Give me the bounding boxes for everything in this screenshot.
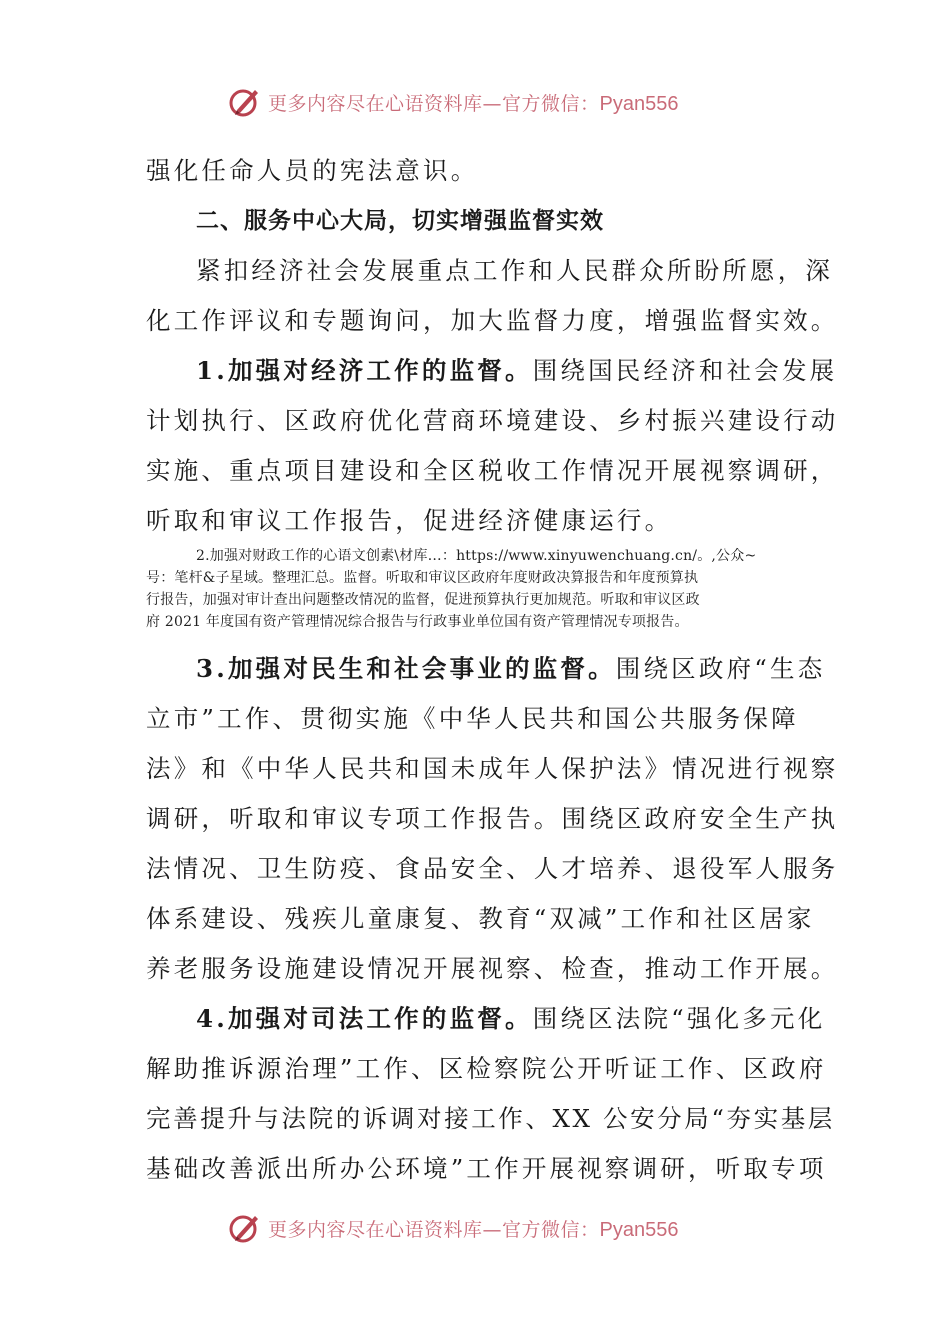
text-line: 调研，听取和审议专项工作报告。围绕区政府安全生产执	[146, 804, 839, 833]
item-4-line: 4.加强对司法工作的监督。围绕区法院“强化多元化	[196, 1004, 826, 1033]
text-line: 听取和审议工作报告，促进经济健康运行。	[146, 506, 673, 535]
text-line: 化工作评议和专题询问，加大监督力度，增强监督实效。	[146, 306, 839, 335]
small-text-line: 2.加强对财政工作的心语文创素\材库…：https://www.xinyuwenchuang.cn/。,公众~	[196, 548, 757, 564]
banner-text: 更多内容尽在心语资料库—官方微信：Pyan556	[268, 1218, 679, 1241]
text-line: 计划执行、区政府优化营商环境建设、乡村振兴建设行动	[146, 406, 839, 435]
item-3-title: 3.加强对民生和社会事业的监督。	[196, 654, 616, 683]
text-line: 解助推诉源治理”工作、区检察院公开听证工作、区政府	[146, 1054, 827, 1083]
text-line: 强化任命人员的宪法意识。	[146, 156, 479, 185]
text-line: 基础改善派出所办公环境”工作开展视察调研，听取专项	[146, 1154, 827, 1183]
small-text-line: 行报告，加强对审计查出问题整改情况的监督，促进预算执行更加规范。听取和审议区政	[146, 592, 700, 608]
text-line: 体系建设、残疾儿童康复、教育“双减”工作和社区居家	[146, 904, 815, 933]
footer-watermark-banner	[228, 1208, 748, 1248]
text-line: 法情况、卫生防疫、食品安全、人才培养、退役军人服务	[146, 854, 839, 883]
banner-text: 更多内容尽在心语资料库—官方微信：Pyan556	[268, 92, 679, 115]
pen-logo-icon	[228, 1211, 262, 1245]
small-text-line: 府 2021 年度国有资产管理情况综合报告与行政事业单位国有资产管理情况专项报告。	[146, 614, 689, 630]
text-line: 完善提升与法院的诉调对接工作、XX 公安分局“夯实基层	[146, 1104, 835, 1133]
item-1-title: 1.加强对经济工作的监督。	[196, 356, 533, 385]
text-line: 立市”工作、贯彻实施《中华人民共和国公共服务保障	[146, 704, 799, 733]
item-1-line: 1.加强对经济工作的监督。围绕国民经济和社会发展	[196, 356, 838, 385]
pen-logo-icon	[228, 85, 262, 119]
small-text-line: 号：笔杆&子星域。整理汇总。监督。听取和审议区政府年度财政决算报告和年度预算执	[146, 570, 699, 586]
item-4-title: 4.加强对司法工作的监督。	[196, 1004, 533, 1033]
text-line: 法》和《中华人民共和国未成年人保护法》情况进行视察	[146, 754, 839, 783]
header-watermark-banner	[228, 82, 748, 122]
text-line: 养老服务设施建设情况开展视察、检查，推动工作开展。	[146, 954, 839, 983]
text-line: 实施、重点项目建设和全区税收工作情况开展视察调研，	[146, 456, 839, 485]
text-line: 紧扣经济社会发展重点工作和人民群众所盼所愿，深	[196, 256, 834, 285]
section-heading: 二、服务中心大局，切实增强监督实效	[196, 208, 604, 234]
item-3-line: 3.加强对民生和社会事业的监督。围绕区政府“生态	[196, 654, 826, 683]
